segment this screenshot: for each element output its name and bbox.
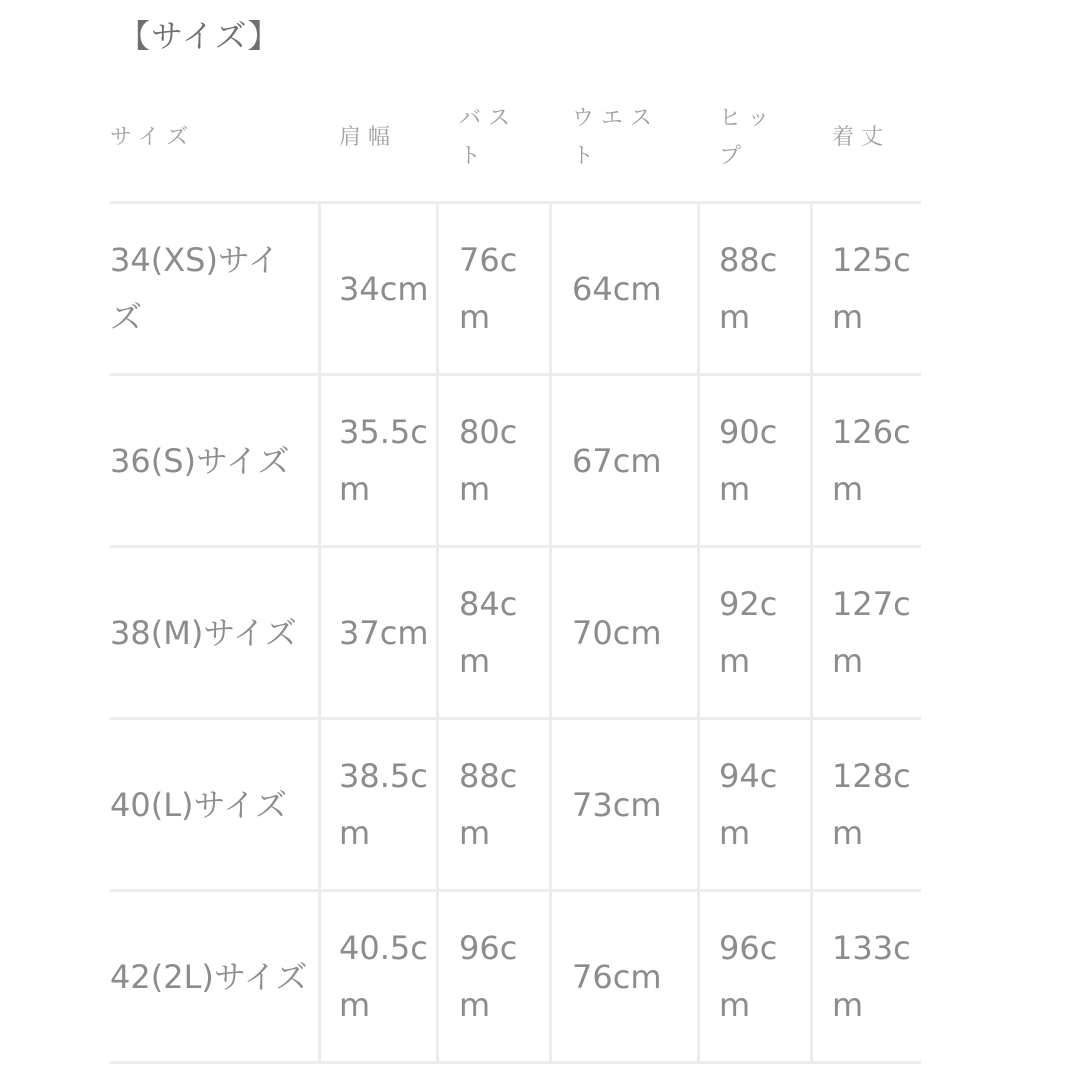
column-header: ウエスト (572, 106, 660, 169)
measurement-cell (719, 573, 804, 693)
measurement-cell (832, 573, 917, 693)
cell-text: 73cm (572, 785, 662, 824)
cell-text: 128cm (832, 757, 911, 852)
measurement-cell (832, 745, 917, 865)
cell-text: 88cm (719, 241, 778, 336)
measurement-cell (459, 401, 539, 521)
row-divider (110, 1061, 921, 1064)
section-title: 【サイズ】 (118, 17, 281, 55)
measurement-cell (719, 917, 804, 1037)
measurement-cell (719, 229, 804, 349)
size-label-cell (110, 229, 310, 349)
measurement-cell (719, 401, 804, 521)
cell-text: 40(L)サイズ (110, 785, 287, 824)
cell-text: 90cm (719, 413, 778, 508)
cell-text: 34(XS)サイズ (110, 241, 280, 336)
measurement-cell (572, 401, 692, 521)
measurement-cell (832, 229, 917, 349)
column-header: サイズ (110, 125, 196, 150)
measurement-cell (339, 745, 429, 865)
measurement-cell (832, 401, 917, 521)
row-divider (110, 201, 921, 204)
measurement-cell (339, 401, 429, 521)
size-label-cell (110, 745, 310, 865)
cell-text: 76cm (459, 241, 518, 336)
measurement-cell (459, 229, 539, 349)
measurement-cell (339, 917, 429, 1037)
cell-text: 126cm (832, 413, 911, 508)
column-header: 着丈 (832, 125, 891, 150)
size-label-cell (110, 401, 310, 521)
column-divider (697, 204, 700, 1061)
cell-text: 76cm (572, 957, 662, 996)
size-label-cell (110, 917, 310, 1037)
cell-text: 92cm (719, 585, 778, 680)
cell-text: 35.5cm (339, 413, 428, 508)
measurement-cell (339, 229, 429, 349)
column-header: 肩幅 (339, 125, 398, 150)
column-divider (810, 204, 813, 1061)
cell-text: 84cm (459, 585, 518, 680)
cell-text: 64cm (572, 269, 662, 308)
cell-text: 38.5cm (339, 757, 428, 852)
row-divider (110, 545, 921, 548)
cell-text: 94cm (719, 757, 778, 852)
size-label-cell (110, 573, 310, 693)
measurement-cell (719, 745, 804, 865)
measurement-cell (459, 917, 539, 1037)
row-divider (110, 373, 921, 376)
measurement-cell (459, 573, 539, 693)
column-divider (318, 204, 321, 1061)
measurement-cell (572, 229, 692, 349)
column-divider (549, 204, 552, 1061)
measurement-cell (459, 745, 539, 865)
cell-text: 34cm (339, 269, 429, 308)
cell-text: 96cm (719, 929, 778, 1024)
measurement-cell (572, 573, 692, 693)
column-header: バスト (459, 106, 518, 169)
cell-text: 88cm (459, 757, 518, 852)
measurement-cell (339, 573, 429, 693)
row-divider (110, 717, 921, 720)
cell-text: 37cm (339, 613, 429, 652)
measurement-cell (832, 917, 917, 1037)
cell-text: 70cm (572, 613, 662, 652)
measurement-cell (572, 917, 692, 1037)
row-divider (110, 889, 921, 892)
cell-text: 80cm (459, 413, 518, 508)
column-header: ヒップ (719, 106, 777, 169)
cell-text: 127cm (832, 585, 911, 680)
column-divider (436, 204, 439, 1061)
cell-text: 42(2L)サイズ (110, 957, 308, 996)
measurement-cell (572, 745, 692, 865)
cell-text: 38(M)サイズ (110, 613, 297, 652)
cell-text: 40.5cm (339, 929, 428, 1024)
cell-text: 67cm (572, 441, 662, 480)
cell-text: 125cm (832, 241, 911, 336)
cell-text: 36(S)サイズ (110, 441, 290, 480)
cell-text: 133cm (832, 929, 911, 1024)
cell-text: 96cm (459, 929, 518, 1024)
